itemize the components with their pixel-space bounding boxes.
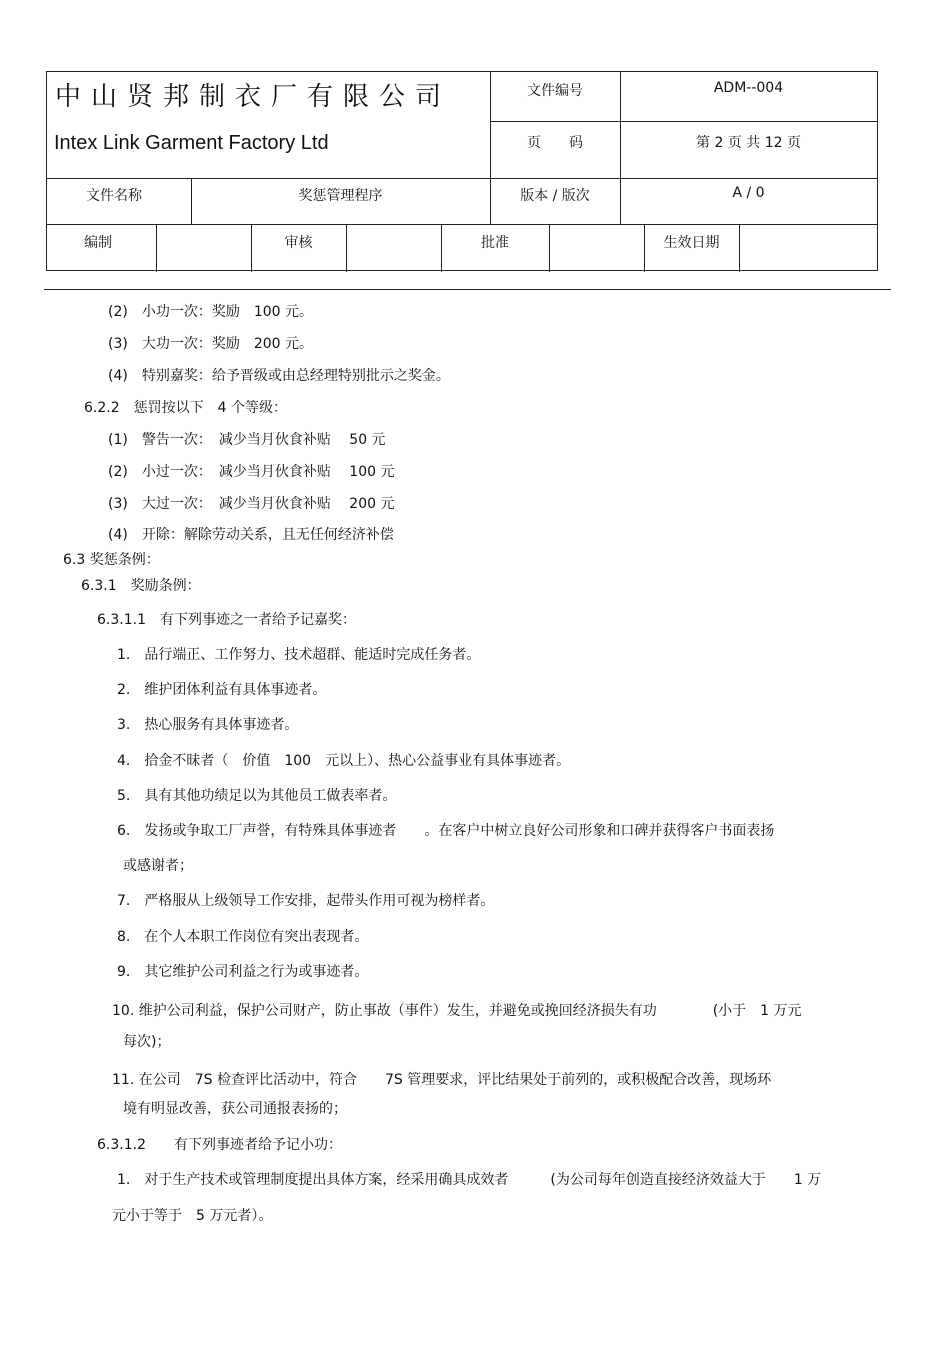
list-item: 10. 维护公司利益，保护公司财产，防止事故（事件）发生，并避免或挽回经济损失有功 (小于 1 万元: [112, 1003, 802, 1019]
doc-no-value: ADM--004: [713, 80, 784, 96]
divider: [346, 224, 347, 272]
list-item: 8. 在个人本职工作岗位有突出表现者。: [117, 929, 369, 945]
list-item: 6. 发扬或争取工厂声誉，有特殊具体事迹者 。在客户中树立良好公司形象和口碑并获得客户书面表扬: [117, 823, 775, 839]
list-item: (1) 警告一次： 减少当月伙食补贴 50 元: [108, 432, 386, 448]
divider: [47, 178, 877, 179]
doc-no-label: 文件编号: [527, 83, 583, 99]
list-item-continuation: 元小于等于 5 万元者）。: [112, 1208, 273, 1224]
page-label: 页 码: [527, 135, 583, 151]
divider: [549, 224, 550, 272]
list-item: (2) 小过一次： 减少当月伙食补贴 100 元: [108, 464, 395, 480]
doc-name-label: 文件名称: [86, 188, 142, 204]
list-item-continuation: 境有明显改善，获公司通报表扬的；: [123, 1101, 347, 1117]
list-item-continuation: 每次)；: [123, 1034, 171, 1050]
doc-name-value: 奖惩管理程序: [298, 188, 383, 204]
list-item: 7. 严格服从上级领导工作安排，起带头作用可视为榜样者。: [117, 893, 495, 909]
divider: [490, 121, 877, 122]
list-item: 3. 热心服务有具体事迹者。: [117, 717, 299, 733]
section-heading: 6.3.1.2 有下列事迹者给予记小功：: [97, 1137, 342, 1153]
section-heading: 6.3.1 奖励条例：: [81, 578, 201, 594]
list-item: 11. 在公司 7S 检查评比活动中，符合 7S 管理要求，评比结果处于前列的，或积极配合改善，现场环: [112, 1072, 772, 1088]
section-heading: 6.2.2 惩罚按以下 4 个等级：: [84, 400, 287, 416]
company-name-en: Intex Link Garment Factory Ltd: [54, 132, 329, 154]
list-item: 5. 具有其他功绩足以为其他员工做表率者。: [117, 788, 397, 804]
header-table: [46, 71, 878, 271]
approve-label: 批准: [481, 235, 509, 251]
list-item: 1. 品行端正、工作努力、技术超群、能适时完成任务者。: [117, 647, 481, 663]
review-label: 审核: [284, 235, 313, 251]
list-item: (2) 小功一次：奖励 100 元。: [108, 304, 314, 320]
list-item: 4. 拾金不昧者（ 价值 100 元以上）、热心公益事业有具体事迹者。: [117, 753, 571, 769]
list-item: 1. 对于生产技术或管理制度提出具体方案，经采用确具成效者 (为公司每年创造直接经济效益大于 1 万: [117, 1172, 822, 1188]
compiled-label: 编制: [84, 235, 112, 251]
list-item: (3) 大功一次：奖励 200 元。: [108, 336, 314, 352]
page-value: 第 2 页 共 12 页: [696, 135, 801, 151]
list-item: 9. 其它维护公司利益之行为或事迹者。: [117, 964, 369, 980]
list-item: (4) 特别嘉奖：给予晋级或由总经理特别批示之奖金。: [108, 368, 450, 384]
version-value: A / 0: [732, 185, 765, 201]
section-heading: 6.3.1.1 有下列事迹之一者给予记嘉奖：: [97, 612, 356, 628]
list-item: (4) 开除：解除劳动关系，且无任何经济补偿: [108, 527, 394, 543]
header-rule: [44, 289, 891, 290]
effective-date-label: 生效日期: [663, 235, 720, 251]
list-item: 2. 维护团体利益有具体事迹者。: [117, 682, 327, 698]
divider: [47, 224, 877, 225]
company-name-cn: 中山贤邦制衣厂有限公司: [55, 82, 452, 112]
section-heading: 6.3 奖惩条例：: [63, 552, 160, 568]
list-item-continuation: 或感谢者；: [123, 858, 193, 874]
divider: [156, 224, 157, 272]
version-label: 版本 / 版次: [520, 188, 590, 204]
divider: [739, 224, 740, 272]
list-item: (3) 大过一次： 减少当月伙食补贴 200 元: [108, 496, 395, 512]
